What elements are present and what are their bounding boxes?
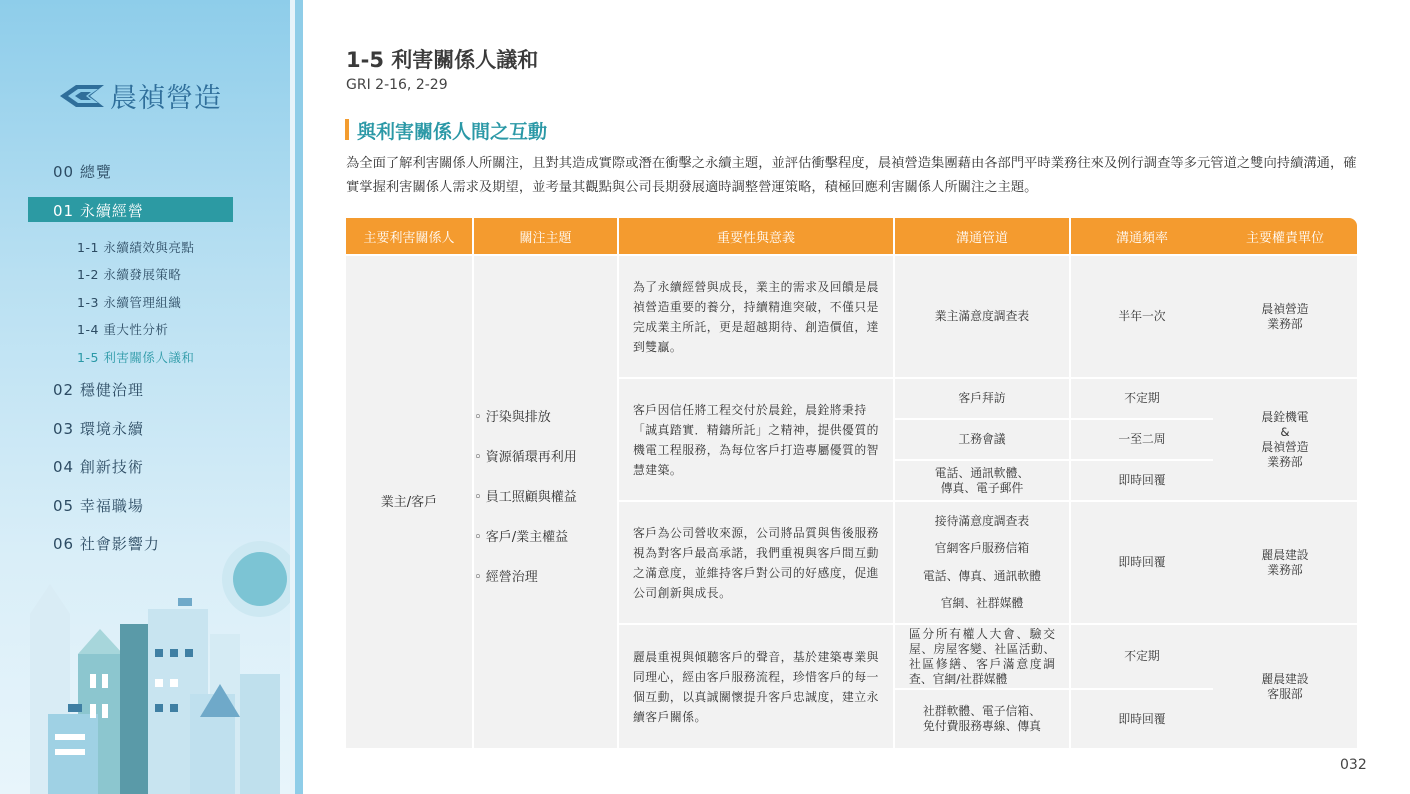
logo-mark-icon [58, 81, 106, 111]
sidebar [0, 0, 290, 794]
frequency-text: 一至二周 [1118, 432, 1166, 446]
channel-text: 客戶拜訪 [958, 391, 1006, 405]
sub-item-1-3[interactable]: 1-3 永續管理組織 [77, 295, 182, 310]
sub-item-1-4[interactable]: 1-4 重大性分析 [77, 322, 169, 337]
topic-item: ◦ 員工照顧與權益 [474, 490, 577, 505]
nav-item-governance[interactable]: 02 穩健治理 [53, 381, 144, 399]
channel-text: 業主滿意度調查表 [934, 309, 1030, 323]
channel-text: 區分所有權人大會、驗交屋、房屋客變、社區活動、社區修繕、客戶滿意度調查、官網/社群媒體 [909, 626, 1055, 686]
page-title: 1-5 利害關係人議和 [346, 48, 539, 72]
row1-frequency [1071, 256, 1213, 377]
frequency-text: 即時回覆 [1118, 473, 1166, 487]
intro-paragraph: 為全面了解利害關係人所關注，且對其造成實際或潛在衝擊之永續主題，並評估衝擊程度，晨禎營造集團藉由各部門平時業務往來及例行調查等多元管道之雙向持續溝通，確實掌握利害關係人需求及期望，並考量其觀點與公司長期發展適時調整營運策略，積極回應利害關係人所關注之主題。 [346, 156, 1357, 195]
channel-text: 接待滿意度調查表 [934, 514, 1030, 529]
sub-item-1-5-active[interactable]: 1-5 利害關係人議和 [77, 350, 195, 365]
row4-unit: 麗晨建設 客服部 [1213, 625, 1357, 748]
row3-channels [895, 502, 1069, 623]
row2-channel-3: 電話、通訊軟體、 傳真、電子郵件 [895, 461, 1069, 500]
stakeholder-label: 業主/客戶 [380, 494, 438, 510]
nav-item-social-impact[interactable]: 06 社會影響力 [53, 535, 160, 553]
gri-reference: GRI 2-16, 2-29 [346, 77, 448, 93]
header-frequency: 溝通頻率 [1071, 218, 1213, 254]
sub-item-1-1[interactable]: 1-1 永續績效與亮點 [77, 240, 195, 255]
row2-significance [619, 379, 893, 500]
row3-unit: 麗晨建設 業務部 [1213, 502, 1357, 623]
channel-text: 官網客戶服務信箱 [934, 541, 1030, 556]
section-accent-bar [345, 119, 349, 140]
row4-frequency-1 [1071, 625, 1213, 688]
row2-channel-1 [895, 379, 1069, 418]
frequency-text: 半年一次 [1118, 309, 1166, 323]
sub-item-1-2[interactable]: 1-2 永續發展策略 [77, 267, 182, 282]
channel-text: 官網、社群媒體 [940, 595, 1024, 610]
frequency-text: 即時回覆 [1118, 555, 1166, 569]
frequency-text: 不定期 [1124, 649, 1160, 663]
row2-frequency-3 [1071, 461, 1213, 500]
row2-frequency-1 [1071, 379, 1213, 418]
row2-significance-text: 客戶因信任將工程交付於晨銓，晨銓將秉持「誠真踏實．精鑄所託」之精神，提供優質的機電工程服務，為每位客戶打造專屬優質的智慧建築。 [633, 402, 879, 477]
nav-item-environment[interactable]: 03 環境永續 [53, 420, 144, 438]
stakeholder-table [346, 218, 1357, 748]
header-topics: 關注主題 [474, 218, 617, 254]
row1-unit: 晨禎營造 業務部 [1213, 256, 1357, 377]
row4-significance-text: 麗晨重視與傾聽客戶的聲音，基於建築專業與同理心，經由客戶服務流程，珍惜客戶的每一個互動，以真誠關懷提升客戶忠誠度，建立永續客戶關係。 [633, 649, 879, 724]
stakeholder-cell [346, 256, 472, 748]
header-stakeholder: 主要利害關係人 [346, 218, 472, 254]
topic-item: ◦ 經營治理 [474, 570, 538, 585]
page-number: 032 [1340, 757, 1367, 773]
channel-text: 工務會議 [958, 432, 1006, 446]
sidebar-stripe-blue [295, 0, 303, 794]
frequency-text: 不定期 [1124, 391, 1160, 405]
row2-frequency-2 [1071, 420, 1213, 459]
nav-item-workplace[interactable]: 05 幸福職場 [53, 497, 144, 515]
section-title: 與利害關係人間之互動 [357, 121, 548, 143]
topic-item: ◦ 資源循環再利用 [474, 450, 577, 465]
row1-significance-text: 為了永續經營與成長，業主的需求及回饋是晨禎營造重要的養分，持續精進突破，不僅只是完成業主所託，更是超越期待、創造價值，達到雙贏。 [633, 279, 879, 354]
nav-item-innovation[interactable]: 04 創新技術 [53, 458, 144, 476]
row3-significance [619, 502, 893, 623]
frequency-text: 即時回覆 [1118, 711, 1166, 726]
topic-item: ◦ 汙染與排放 [474, 410, 551, 425]
row1-channel [895, 256, 1069, 377]
row4-channel-2: 社群軟體、電子信箱、 免付費服務專線、傳真 [895, 690, 1069, 748]
channel-text: 電話、傳真、通訊軟體 [923, 568, 1041, 583]
header-significance: 重要性與意義 [619, 218, 893, 254]
header-unit: 主要權責單位 [1213, 218, 1357, 254]
row4-significance [619, 625, 893, 748]
row2-channel-2 [895, 420, 1069, 459]
topics-list [474, 398, 577, 598]
row4-channel-1 [895, 625, 1069, 688]
row3-frequency [1071, 502, 1213, 623]
nav-item-overview[interactable]: 00 總覽 [53, 163, 112, 181]
row1-significance [619, 256, 893, 377]
topic-item: ◦ 客戶/業主權益 [474, 530, 569, 545]
row4-frequency-2 [1071, 690, 1213, 748]
logo-text: 晨禎營造 [110, 83, 222, 114]
nav-item-sustainable-operation[interactable]: 01 永續經營 [53, 202, 144, 220]
row2-unit: 晨銓機電 & 晨禎營造 業務部 [1213, 379, 1357, 500]
company-logo[interactable] [58, 76, 222, 115]
city-illustration [0, 534, 290, 794]
header-channel: 溝通管道 [895, 218, 1069, 254]
row3-significance-text: 客戶為公司營收來源，公司將品質與售後服務視為對客戶最高承諾，我們重視與客戶間互動之滿意度，並維持客戶對公司的好感度，促進公司創新與成長。 [633, 525, 879, 600]
